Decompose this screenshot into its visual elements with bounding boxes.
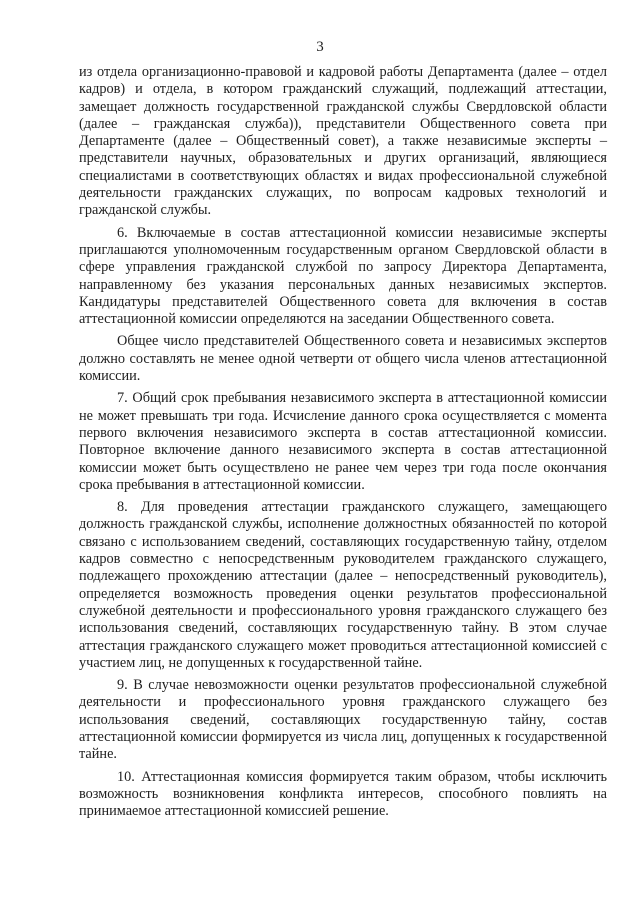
page-number: 3 (316, 39, 324, 55)
paragraph-8: 8. Для проведения аттестации гражданского служащего, замещающего должность гражданской службы, исполнение должностных обязанностей по которой связано с использованием сведений, составляющих государственную тайну, отделом кадров совместно с непосредственным руководителем гражданского служащего, подлежащего прохождению аттестации (далее – непосредственный руководитель), определяется возможность проведения оценки результатов профессиональной служебной деятельности и профессионального уровня гражданского служащего без использования сведений, составляющих государственную тайну. В этом случае аттестация гражданского служащего может проводиться аттестационной комиссией с участием лиц, не допущенных к государственной тайне. (79, 499, 607, 671)
document-body (79, 64, 607, 825)
paragraph-10: 10. Аттестационная комиссия формируется таким образом, чтобы исключить возможность возникновения конфликта интересов, способного повлиять на принимаемое аттестационной комиссией решение. (79, 768, 607, 820)
paragraph-7: 7. Общий срок пребывания независимого эксперта в аттестационной комиссии не может превышать три года. Исчисление данного срока осуществляется с момента первого включения независимого эксперта в состав аттестационной комиссии. Повторное включение данного независимого эксперта в состав аттестационной комиссии может быть осуществлено не ранее чем через три года после окончания срока пребывания в аттестационной комиссии. (79, 390, 607, 493)
paragraph-9: 9. В случае невозможности оценки результатов профессиональной служебной деятельности и профессионального уровня гражданского служащего без использования сведений, составляющих государственную тайну, состав аттестационной комиссии формируется из числа лиц, допущенных к государственной тайне. (79, 677, 607, 763)
paragraph-continuation: из отдела организационно-правовой и кадровой работы Департамента (далее – отдел кадров) и отдела, в котором гражданский служащий, подлежащий аттестации, замещает должность государственной гражданской службы Свердловской области (далее – гражданская служба)), представители Общественного совета при Департаменте (далее – Общественный совет), а также независимые эксперты – представители научных, образовательных и других организаций, являющиеся специалистами в соответствующих областях и видах профессиональной служебной деятельности гражданских служащих, по вопросам кадровых технологий и гражданской службы. (79, 64, 607, 219)
paragraph-6-continued: Общее число представителей Общественного совета и независимых экспертов должно составлять не менее одной четверти от общего числа членов аттестационной комиссии. (79, 333, 607, 385)
paragraph-6: 6. Включаемые в состав аттестационной комиссии независимые эксперты приглашаются уполномоченным государственным органом Свердловской области в сфере управления гражданской службой по запросу Директора Департамента, направленному без указания персональных данных независимых экспертов. Кандидатуры представителей Общественного совета для включения в состав аттестационной комиссии определяются на заседании Общественного совета. (79, 224, 607, 328)
